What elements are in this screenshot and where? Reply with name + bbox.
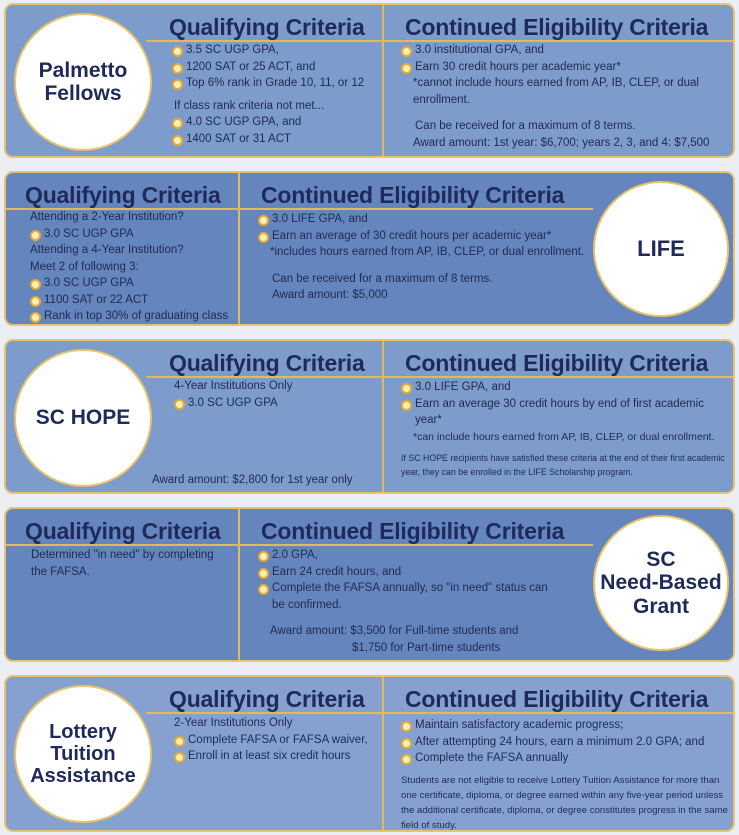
- criteria-item: Earn an average 30 credit hours by end of first academic year*: [401, 396, 726, 429]
- qualifying-heading: Qualifying Criteria: [169, 14, 365, 40]
- bullet-icon: [172, 79, 183, 90]
- criteria-item: 1200 SAT or 25 ACT, and: [172, 59, 382, 76]
- criteria-item: 3.5 SC UGP GPA,: [172, 42, 382, 59]
- qualifying-heading: Qualifying Criteria: [169, 350, 365, 376]
- continued-heading: Continued Eligibility Criteria: [405, 14, 709, 40]
- class-rank-note: If class rank criteria not met...: [174, 99, 325, 112]
- bullet-icon: [174, 736, 185, 747]
- bullet-icon: [401, 738, 412, 749]
- qualifying-criteria: [174, 715, 384, 765]
- criteria-item: 1100 SAT or 22 ACT: [30, 292, 240, 309]
- continued-criteria: [258, 547, 558, 656]
- meet-label: Meet 2 of following 3:: [30, 260, 139, 273]
- column-divider: [238, 509, 240, 660]
- criteria-item: Earn 30 credit hours per academic year*: [401, 59, 721, 76]
- bullet-icon: [401, 400, 412, 411]
- scholarship-name-badge: [14, 13, 152, 151]
- lottery-tuition-assistance-panel: [4, 675, 735, 832]
- criteria-item: After attempting 24 hours, earn a minimum 2.0 GPA; and: [401, 734, 731, 751]
- criteria-item: Complete the FAFSA annually, so "in need" status can be confirmed.: [258, 580, 558, 613]
- criteria-item: Earn an average of 30 credit hours per academic year*: [258, 228, 598, 245]
- qualifying-heading: Qualifying Criteria: [25, 182, 221, 208]
- criteria-item: 2.0 GPA,: [258, 547, 558, 564]
- bullet-icon: [172, 46, 183, 57]
- life-panel: [4, 171, 735, 326]
- bullet-icon: [258, 568, 269, 579]
- continued-criteria: [258, 211, 598, 304]
- sc-need-based-grant-panel: [4, 507, 735, 662]
- scholarship-name: Palmetto Fellows: [38, 58, 128, 105]
- bullet-icon: [172, 118, 183, 129]
- award-amount: Award amount: $2,800 for 1st year only: [152, 474, 353, 486]
- scholarship-name: Lottery Tuition Assistance: [30, 721, 136, 787]
- column-divider: [382, 5, 384, 156]
- continued-criteria: [401, 717, 731, 832]
- bullet-icon: [172, 63, 183, 74]
- qualifying-criteria: [30, 209, 240, 325]
- footnote: *includes hours earned from AP, IB, CLEP, or dual enrollment.: [270, 246, 585, 258]
- continued-heading: Continued Eligibility Criteria: [261, 518, 565, 544]
- bullet-icon: [401, 721, 412, 732]
- qualifying-heading: Qualifying Criteria: [25, 518, 221, 544]
- bullet-icon: [258, 584, 269, 595]
- scholarship-name: LIFE: [637, 235, 685, 261]
- terms-text: Can be received for a maximum of 8 terms.: [272, 272, 493, 285]
- criteria-item: 3.0 SC UGP GPA: [30, 275, 240, 292]
- scholarship-name-badge: [14, 349, 152, 487]
- scholarship-name-badge: [593, 515, 729, 651]
- criteria-item: Maintain satisfactory academic progress;: [401, 717, 731, 734]
- criteria-item: Complete the FAFSA annually: [401, 750, 731, 767]
- bullet-icon: [401, 383, 412, 394]
- criteria-item: 3.0 SC UGP GPA: [30, 226, 240, 243]
- bullet-icon: [30, 296, 41, 307]
- continued-heading: Continued Eligibility Criteria: [405, 686, 709, 712]
- sc-hope-panel: [4, 339, 735, 494]
- scholarship-name-badge: [14, 685, 152, 823]
- award-amount-part-time: $1,750 for Part-time students: [352, 641, 501, 654]
- continued-heading: Continued Eligibility Criteria: [405, 350, 709, 376]
- criteria-item: Enroll in at least six credit hours: [174, 748, 384, 765]
- criteria-item: 3.0 institutional GPA, and: [401, 42, 721, 59]
- qualifying-criteria: [31, 547, 226, 580]
- bullet-icon: [401, 46, 412, 57]
- bullet-icon: [401, 63, 412, 74]
- four-year-label: Attending a 4-Year Institution?: [30, 244, 184, 256]
- bullet-icon: [30, 312, 41, 323]
- scholarship-name: SC Need-Based Grant: [600, 548, 722, 618]
- footnote: *cannot include hours earned from AP, IB, CLEP, or dual enrollment.: [413, 77, 699, 106]
- award-amount: Award amount: 1st year: $6,700; years 2, 3, and 4: $7,500: [413, 136, 710, 149]
- criteria-item: Top 6% rank in Grade 10, 11, or 12: [172, 75, 382, 92]
- criteria-item: 4.0 SC UGP GPA, and: [172, 114, 382, 131]
- continued-criteria: [401, 42, 721, 151]
- scholarship-name-badge: [593, 181, 729, 317]
- criteria-item: Rank in top 30% of graduating class: [30, 308, 240, 325]
- qualifying-criteria: [172, 42, 382, 147]
- footnote: *can include hours earned from AP, IB, CLEP, or dual enrollment.: [413, 430, 715, 443]
- criteria-item: Complete FAFSA or FAFSA waiver,: [174, 732, 384, 749]
- palmetto-fellows-panel: [4, 3, 735, 158]
- bullet-icon: [401, 754, 412, 765]
- bullet-icon: [258, 215, 269, 226]
- qualifying-heading: Qualifying Criteria: [169, 686, 365, 712]
- terms-text: Can be received for a maximum of 8 terms.: [415, 120, 636, 132]
- criteria-item: 3.0 SC UGP GPA: [174, 395, 384, 412]
- bullet-icon: [30, 279, 41, 290]
- life-transfer-note: If SC HOPE recipients have satisfied these criteria at the end of their first academic year, they can be enrolled in the LIFE Scholarship program.: [401, 453, 725, 477]
- need-description: Determined "in need" by completing the FAFSA.: [31, 549, 214, 578]
- criteria-item: 1400 SAT or 31 ACT: [172, 131, 382, 148]
- institution-label: 4-Year Institutions Only: [174, 380, 293, 392]
- bullet-icon: [174, 399, 185, 410]
- two-year-label: Attending a 2-Year Institution?: [30, 211, 184, 223]
- criteria-item: 3.0 LIFE GPA, and: [258, 211, 598, 228]
- award-amount: Award amount: $5,000: [272, 289, 388, 301]
- column-divider: [382, 341, 384, 492]
- bullet-icon: [30, 230, 41, 241]
- qualifying-criteria: [174, 378, 384, 411]
- award-amount-full-time: Award amount: $3,500 for Full-time students and: [270, 625, 519, 637]
- bullet-icon: [258, 551, 269, 562]
- bullet-icon: [172, 135, 183, 146]
- continued-criteria: [401, 379, 726, 479]
- bullet-icon: [258, 232, 269, 243]
- criteria-item: Earn 24 credit hours, and: [258, 564, 558, 581]
- bullet-icon: [174, 752, 185, 763]
- continued-heading: Continued Eligibility Criteria: [261, 182, 565, 208]
- scholarship-name: SC HOPE: [35, 406, 131, 430]
- eligibility-limit-note: Students are not eligible to receive Lottery Tuition Assistance for more than one certificate, diploma, or degree earned within any five-year period unless the additional certificate, diploma, or degree constitutes progress in the same field of study.: [401, 774, 728, 831]
- criteria-item: 3.0 LIFE GPA, and: [401, 379, 726, 396]
- institution-label: 2-Year Institutions Only: [174, 717, 293, 729]
